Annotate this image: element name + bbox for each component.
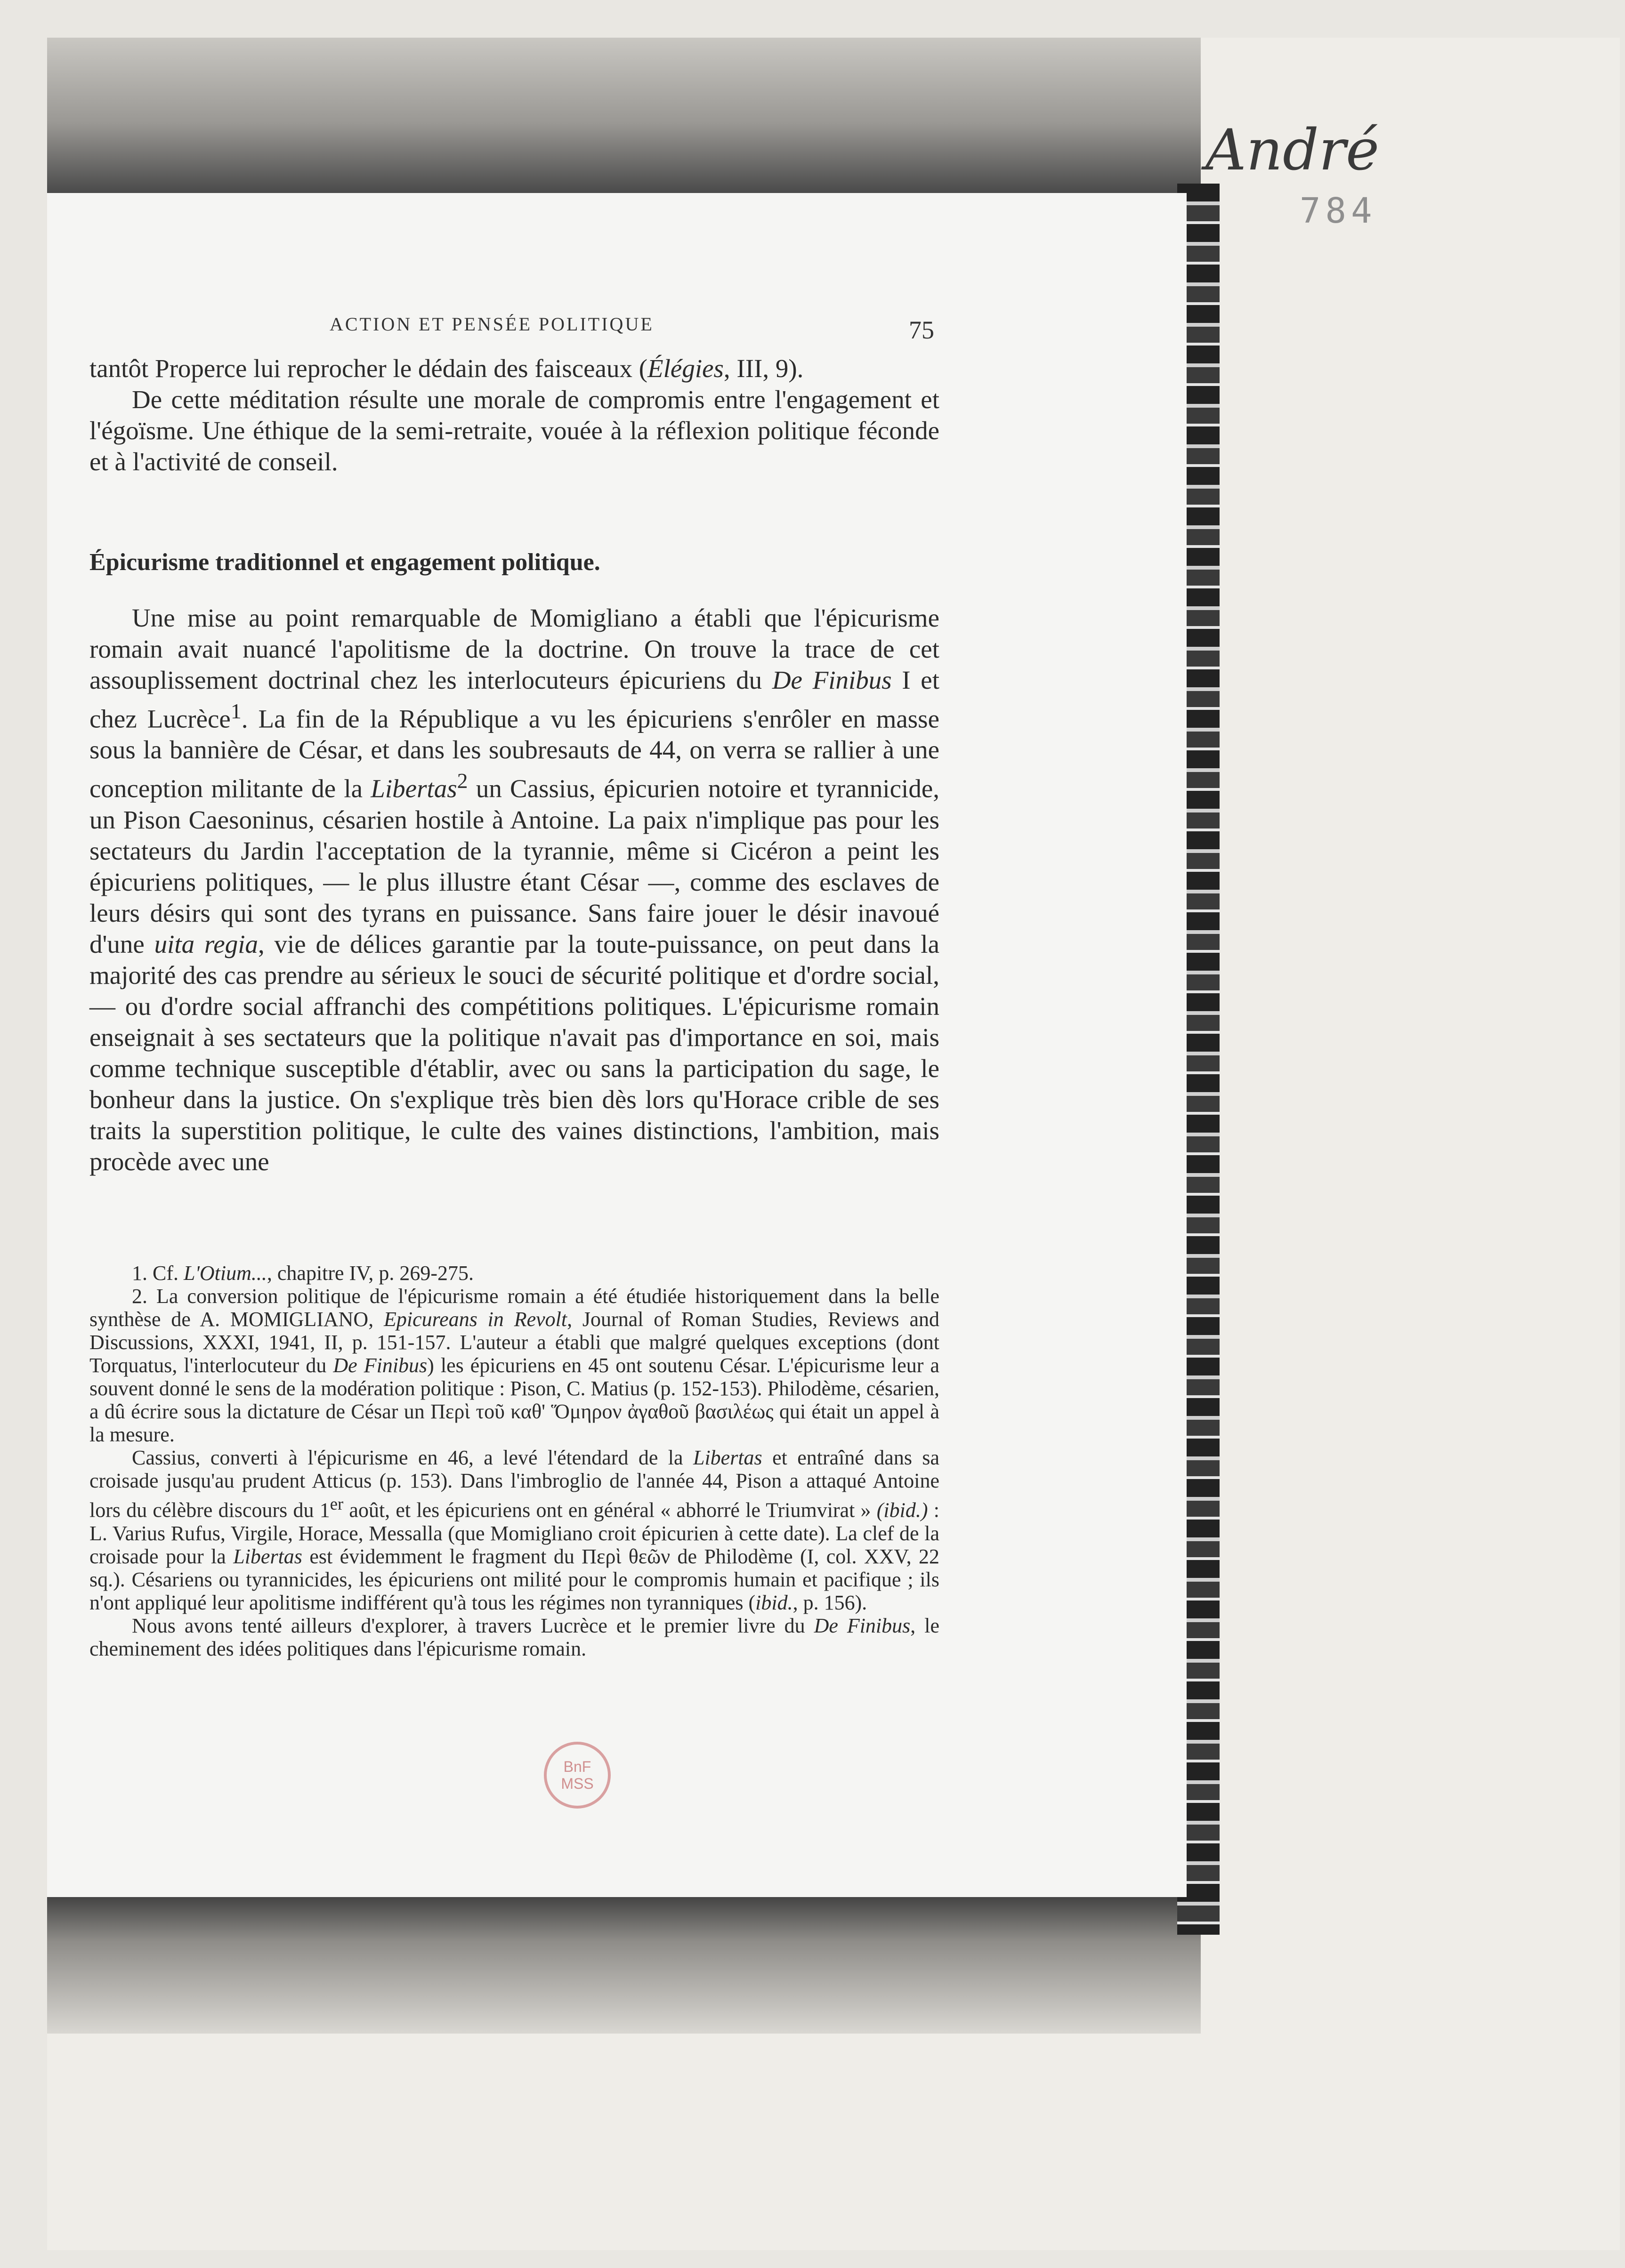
footnote-ref-1[interactable]: 1: [230, 699, 242, 723]
footnote-2-end: Nous avons tenté ailleurs d'explorer, à travers Lucrèce et le premier livre du De Finibus, le cheminement des idées politiques dans l'épicurisme romain.: [89, 1614, 939, 1660]
section-body: [89, 603, 939, 1177]
footnote-ref-2[interactable]: 2: [457, 769, 468, 793]
scan-shadow-bottom: [47, 1892, 1201, 2034]
footnote-2: 2. La conversion politique de l'épicurisme romain a été étudiée historiquement dans la belle synthèse de A. MOMIGLIANO, Epicureans in Revolt, Journal of Roman Studies, Reviews and Discussions, XXXI, 1941, II, p. 151-157. L'auteur a établi que malgré quelques exceptions (dont Torquatus, l'interlocuteur du De Finibus) les épicuriens en 45 ont soutenu César. L'épicurisme leur a souvent donné le sens de la modération politique : Pison, C. Matius (p. 152-153). Philodème, césarien, a dû écrire sous la dictature de César un Περὶ τοῦ καθ' Ὅμηρον ἀγαθοῦ βασιλέως qui était un appel à la mesure.: [89, 1285, 939, 1446]
intro-paragraph: De cette méditation résulte une morale de compromis entre l'engagement et l'égoïsme. Une éthique de la semi-retraite, vouée à la réflexion politique féconde et à l'activité de conseil.: [89, 385, 939, 476]
handwritten-annotation: André: [1205, 118, 1380, 183]
intro-text: [89, 353, 939, 477]
footnote-2-cont: Cassius, converti à l'épicurisme en 46, a levé l'étendard de la Libertas et entraîné dans sa croisade jusqu'au prudent Atticus (p. 153). Dans l'imbroglio de l'année 44, Pison a attaqué Antoine lors du célèbre discours du 1er août, et les épicuriens ont en général « abhorré le Triumvirat » (ibid.) : L. Varius Rufus, Virgile, Horace, Messalla (que Momigliano croit épicurien à cette date). La clef de la croisade pour la Libertas est évidemment le fragment du Περὶ θεῶν de Philodème (I, col. XXV, 22 sq.). Césariens ou tyrannicides, les épicuriens ont milité pour le compromis humain et pacifique ; ils n'ont appliqué leur apolitisme indifférent qu'à tous les régimes non tyranniques (ibid., p. 156).: [89, 1446, 940, 1614]
footnotes: [89, 1262, 939, 1660]
footnote-1: 1. Cf. L'Otium..., chapitre IV, p. 269-275.: [132, 1262, 474, 1285]
running-header: ACTION ET PENSÉE POLITIQUE: [330, 314, 654, 335]
library-stamp: BnF MSS: [544, 1742, 611, 1809]
scan-shadow-top: [47, 38, 1201, 193]
section-paragraph: Une mise au point remarquable de Momigliano a établi que l'épicurisme romain avait nuancé l'apolitisme de la doctrine. On trouve la trace de cet assouplissement doctrinal chez les interlocuteurs épicuriens du De Finibus I et chez Lucrèce$^1$. La fin de la République a vu les épicuriens s'enrôler en masse sous la bannière de César, et dans les soubresauts de 44, on verra se rallier à une conception militante de la Libertas$^2$ un Cassius, épicurien notoire et tyrannicide, un Pison Caesoninus, césarien hostile à Antoine. La paix n'implique pas pour les sectateurs du Jardin l'acceptation de la tyrannie, même si Cicéron a peint les épicuriens politiques, — le plus illustre étant César —, comme des esclaves de leurs désirs qui sont des tyrans en puissance. Sans faire jouer le désir inavoué d'une uita regia, vie de délices garantie par la toute-puissance, on peut dans la majorité des cas prendre au sérieux le souci de sécurité politique et d'ordre social, — ou d'ordre social affranchi des compétitions politiques. L'épicurisme romain enseignait à ses sectateurs que la politique n'avait pas d'importance en soi, mais comme technique susceptible d'établir, avec ou sans la participation du sage, le bonheur dans la justice. On s'explique très bien dès lors qu'Horace crible de ses traits la superstition politique, le culte des vaines distinctions, l'ambition, mais procède avec une: [89, 603, 940, 1176]
intro-line: tantôt Properce lui reprocher le dédain des faisceaux (Élégies, III, 9).: [89, 354, 804, 383]
shelf-number: 784: [1300, 191, 1377, 231]
section-heading: Épicurisme traditionnel et engagement politique.: [89, 549, 600, 576]
page-number: 75: [909, 316, 934, 344]
